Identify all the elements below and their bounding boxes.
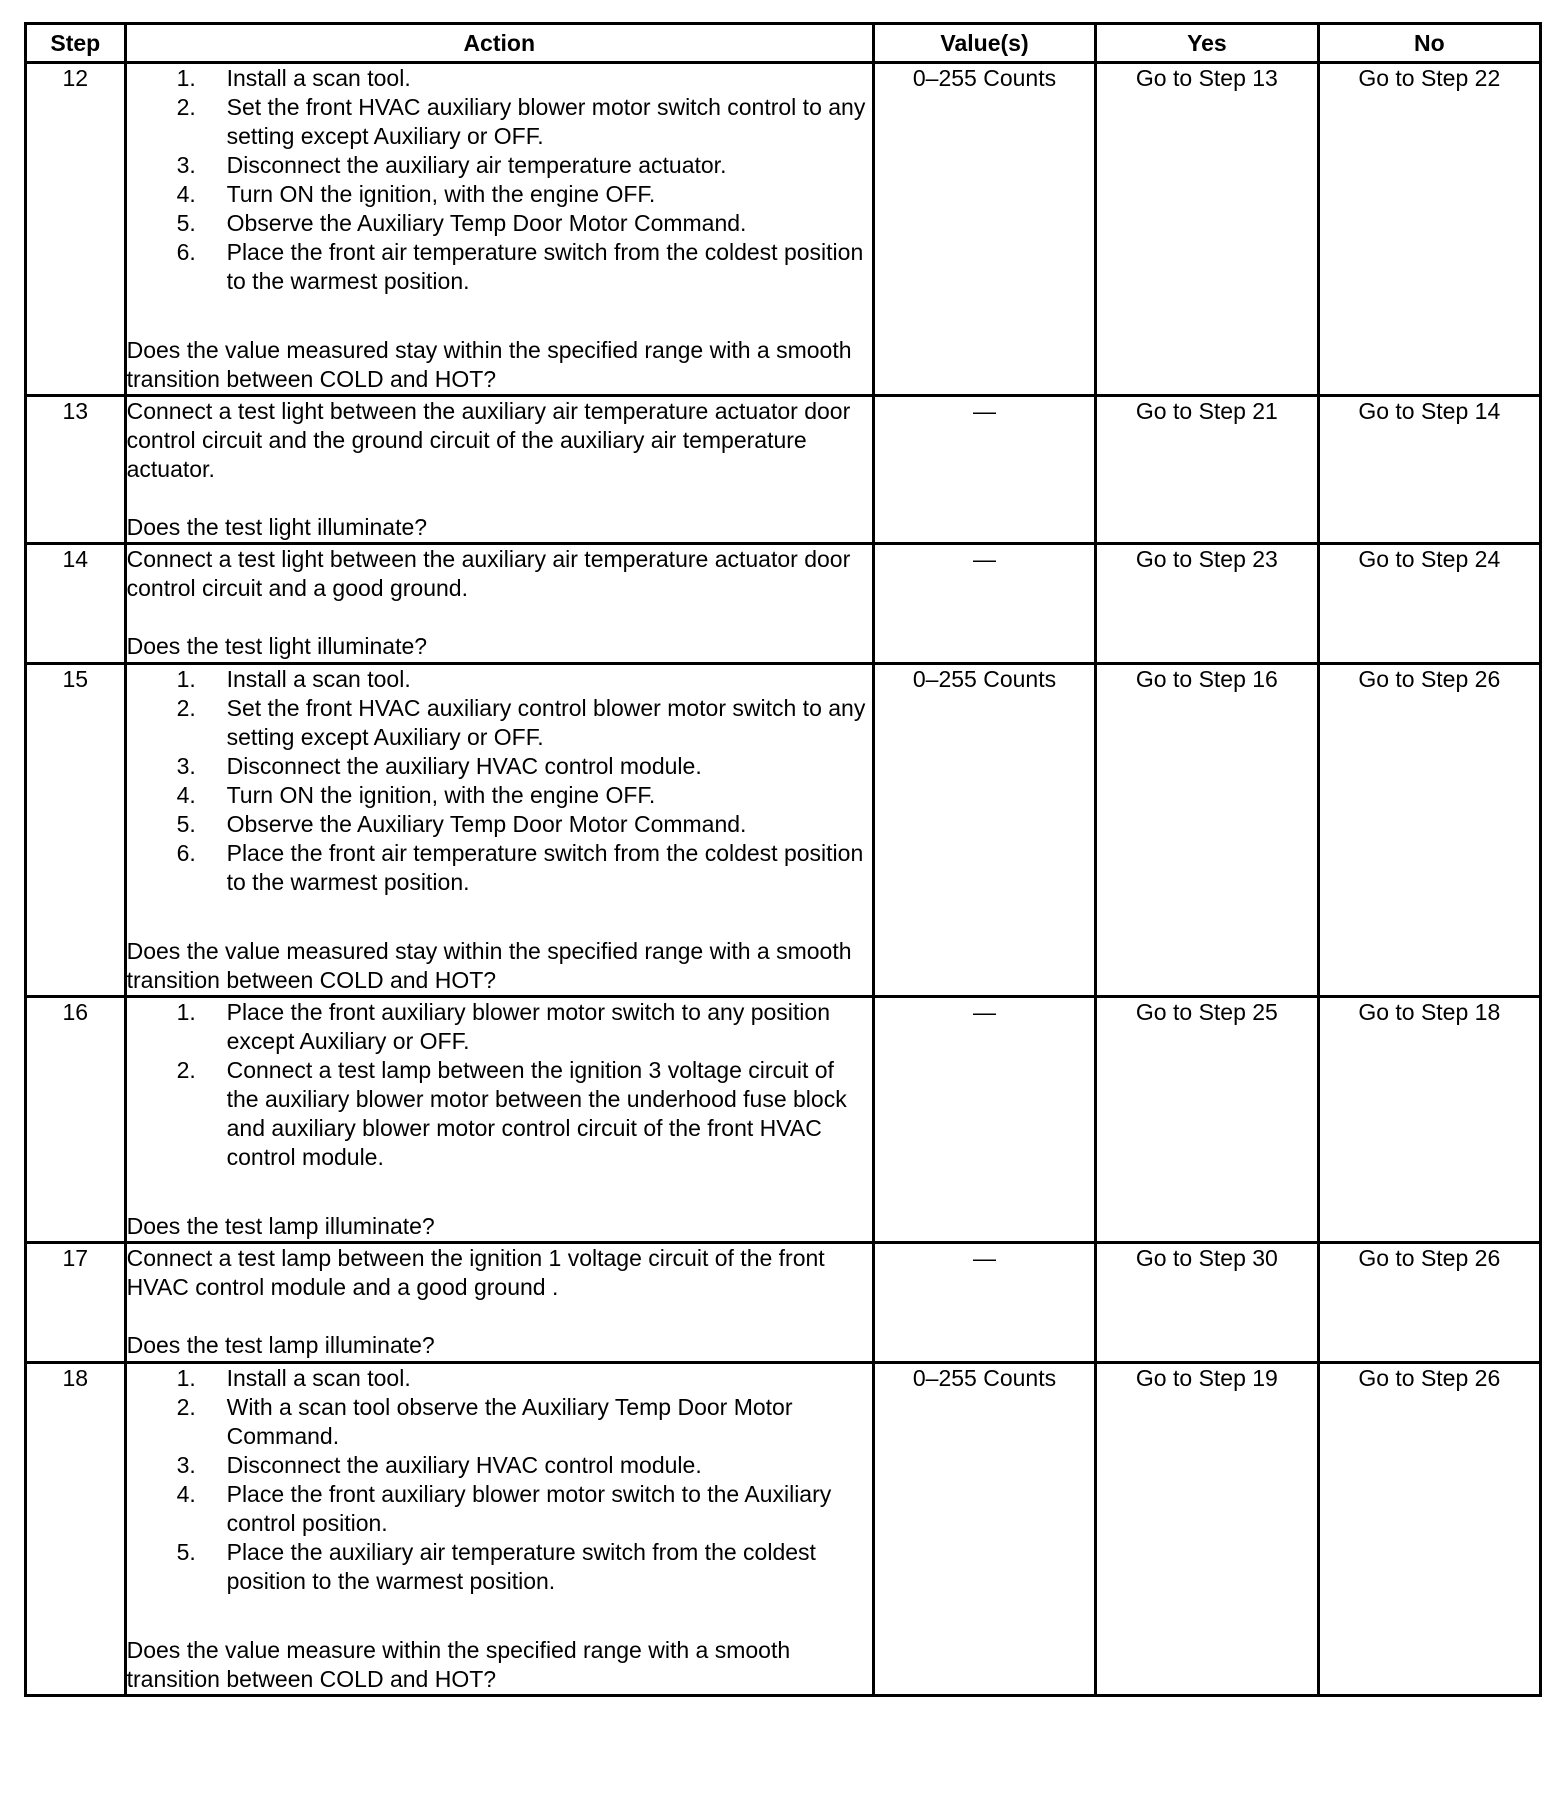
yes-result: Go to Step 21 bbox=[1096, 396, 1318, 544]
action-question: Does the value measured stay within the specified range with a smooth transition between COLD and HOT? bbox=[126, 337, 852, 392]
no-result: Go to Step 26 bbox=[1318, 1243, 1540, 1363]
action-item-number: 5. bbox=[176, 210, 196, 236]
column-header-step: Step bbox=[26, 24, 126, 63]
action-item-text: Connect a test lamp between the ignition 3 voltage circuit of the auxiliary blower motor between the underhood fuse block and auxiliary blower motor control circuit of the front HVAC control module. bbox=[226, 1057, 847, 1170]
action-item-number: 1. bbox=[176, 666, 196, 692]
action-item-text: Place the auxiliary air temperature switch from the coldest position to the warmest position. bbox=[226, 1539, 816, 1594]
action-item bbox=[127, 64, 872, 93]
action-item-text: Disconnect the auxiliary HVAC control module. bbox=[226, 753, 702, 779]
action-cell bbox=[125, 664, 873, 997]
action-item bbox=[127, 810, 872, 839]
action-item-number: 5. bbox=[176, 1539, 196, 1565]
action-question: Does the test light illuminate? bbox=[126, 514, 428, 540]
action-intro: Connect a test light between the auxiliary air temperature actuator door control circuit and the ground circuit of the auxiliary air temperature actuator. bbox=[126, 398, 851, 482]
table-row bbox=[26, 1243, 1541, 1363]
action-question: Does the test lamp illuminate? bbox=[126, 1213, 435, 1239]
no-result: Go to Step 14 bbox=[1318, 396, 1540, 544]
table-row bbox=[26, 63, 1541, 396]
action-item bbox=[127, 998, 872, 1056]
action-item-number: 1. bbox=[176, 999, 196, 1025]
table-header-row bbox=[26, 24, 1541, 63]
action-item-text: Observe the Auxiliary Temp Door Motor Command. bbox=[226, 210, 747, 236]
action-item-text: Observe the Auxiliary Temp Door Motor Command. bbox=[226, 811, 747, 837]
yes-result: Go to Step 30 bbox=[1096, 1243, 1318, 1363]
action-item bbox=[127, 781, 872, 810]
value-cell: — bbox=[873, 544, 1095, 664]
table-row bbox=[26, 544, 1541, 664]
column-header-yes: Yes bbox=[1096, 24, 1318, 63]
action-item bbox=[127, 694, 872, 752]
action-item-number: 3. bbox=[176, 753, 196, 779]
action-item bbox=[127, 1056, 872, 1172]
action-item bbox=[127, 180, 872, 209]
action-item-number: 6. bbox=[176, 239, 196, 265]
action-cell bbox=[125, 63, 873, 396]
action-item-text: Install a scan tool. bbox=[226, 666, 411, 692]
action-question: Does the test light illuminate? bbox=[126, 633, 428, 659]
action-item-text: Disconnect the auxiliary air temperature actuator. bbox=[226, 152, 727, 178]
action-item-number: 2. bbox=[176, 94, 196, 120]
action-item-text: Install a scan tool. bbox=[226, 1365, 411, 1391]
action-item-text: Turn ON the ignition, with the engine OFF. bbox=[226, 181, 656, 207]
action-item-text: Turn ON the ignition, with the engine OFF. bbox=[226, 782, 656, 808]
action-item-number: 5. bbox=[176, 811, 196, 837]
action-item-text: Place the front auxiliary blower motor switch to the Auxiliary control position. bbox=[226, 1481, 832, 1536]
action-question: Does the value measure within the specified range with a smooth transition between COLD and HOT? bbox=[126, 1637, 791, 1692]
action-intro: Connect a test lamp between the ignition 1 voltage circuit of the front HVAC control module and a good ground . bbox=[126, 1245, 825, 1300]
table-row bbox=[26, 1363, 1541, 1696]
step-number: 16 bbox=[26, 997, 126, 1243]
action-item-text: Set the front HVAC auxiliary blower motor switch control to any setting except Auxiliary or OFF. bbox=[226, 94, 866, 149]
action-item-number: 2. bbox=[176, 1057, 196, 1083]
value-cell: 0–255 Counts bbox=[873, 63, 1095, 396]
table-row bbox=[26, 664, 1541, 997]
action-item-number: 3. bbox=[176, 152, 196, 178]
action-item bbox=[127, 1538, 872, 1596]
action-item bbox=[127, 1451, 872, 1480]
action-item-text: Disconnect the auxiliary HVAC control module. bbox=[226, 1452, 702, 1478]
action-item-text: Install a scan tool. bbox=[226, 65, 411, 91]
action-cell bbox=[125, 396, 873, 544]
action-item-number: 2. bbox=[176, 695, 196, 721]
table-row bbox=[26, 396, 1541, 544]
action-item bbox=[127, 1364, 872, 1393]
action-item bbox=[127, 209, 872, 238]
no-result: Go to Step 26 bbox=[1318, 664, 1540, 997]
step-number: 15 bbox=[26, 664, 126, 997]
value-cell: — bbox=[873, 396, 1095, 544]
no-result: Go to Step 26 bbox=[1318, 1363, 1540, 1696]
yes-result: Go to Step 19 bbox=[1096, 1363, 1318, 1696]
column-header-values: Value(s) bbox=[873, 24, 1095, 63]
action-item bbox=[127, 93, 872, 151]
action-item-number: 4. bbox=[176, 782, 196, 808]
table-row bbox=[26, 997, 1541, 1243]
value-cell: 0–255 Counts bbox=[873, 664, 1095, 997]
action-item-text: With a scan tool observe the Auxiliary Temp Door Motor Command. bbox=[226, 1394, 793, 1449]
no-result: Go to Step 24 bbox=[1318, 544, 1540, 664]
action-item-text: Place the front auxiliary blower motor switch to any position except Auxiliary or OFF. bbox=[226, 999, 830, 1054]
action-item-text: Set the front HVAC auxiliary control blower motor switch to any setting except Auxiliary or OFF. bbox=[226, 695, 866, 750]
yes-result: Go to Step 23 bbox=[1096, 544, 1318, 664]
action-item-number: 1. bbox=[176, 65, 196, 91]
action-list bbox=[127, 1364, 872, 1596]
action-item-number: 4. bbox=[176, 1481, 196, 1507]
action-item bbox=[127, 1480, 872, 1538]
action-item bbox=[127, 238, 872, 296]
diagnostic-table bbox=[24, 22, 1542, 1697]
value-cell: 0–255 Counts bbox=[873, 1363, 1095, 1696]
action-item-text: Place the front air temperature switch from the coldest position to the warmest position. bbox=[226, 239, 864, 294]
step-number: 12 bbox=[26, 63, 126, 396]
action-question: Does the value measured stay within the specified range with a smooth transition between COLD and HOT? bbox=[126, 938, 852, 993]
action-item-text: Place the front air temperature switch from the coldest position to the warmest position. bbox=[226, 840, 864, 895]
value-cell: — bbox=[873, 997, 1095, 1243]
step-number: 17 bbox=[26, 1243, 126, 1363]
action-item-number: 6. bbox=[176, 840, 196, 866]
yes-result: Go to Step 13 bbox=[1096, 63, 1318, 396]
no-result: Go to Step 22 bbox=[1318, 63, 1540, 396]
value-cell: — bbox=[873, 1243, 1095, 1363]
step-number: 18 bbox=[26, 1363, 126, 1696]
column-header-action: Action bbox=[125, 24, 873, 63]
column-header-no: No bbox=[1318, 24, 1540, 63]
action-item bbox=[127, 151, 872, 180]
action-cell bbox=[125, 544, 873, 664]
no-result: Go to Step 18 bbox=[1318, 997, 1540, 1243]
action-cell bbox=[125, 997, 873, 1243]
yes-result: Go to Step 16 bbox=[1096, 664, 1318, 997]
action-list bbox=[127, 665, 872, 897]
action-item bbox=[127, 1393, 872, 1451]
yes-result: Go to Step 25 bbox=[1096, 997, 1318, 1243]
action-item-number: 3. bbox=[176, 1452, 196, 1478]
action-item-number: 2. bbox=[176, 1394, 196, 1420]
action-question: Does the test lamp illuminate? bbox=[126, 1332, 435, 1358]
action-item bbox=[127, 665, 872, 694]
step-number: 14 bbox=[26, 544, 126, 664]
action-item-number: 4. bbox=[176, 181, 196, 207]
action-item bbox=[127, 839, 872, 897]
action-cell bbox=[125, 1363, 873, 1696]
action-intro: Connect a test light between the auxiliary air temperature actuator door control circuit and a good ground. bbox=[126, 546, 851, 601]
step-number: 13 bbox=[26, 396, 126, 544]
action-list bbox=[127, 64, 872, 296]
action-item bbox=[127, 752, 872, 781]
action-item-number: 1. bbox=[176, 1365, 196, 1391]
action-list bbox=[127, 998, 872, 1172]
action-cell bbox=[125, 1243, 873, 1363]
